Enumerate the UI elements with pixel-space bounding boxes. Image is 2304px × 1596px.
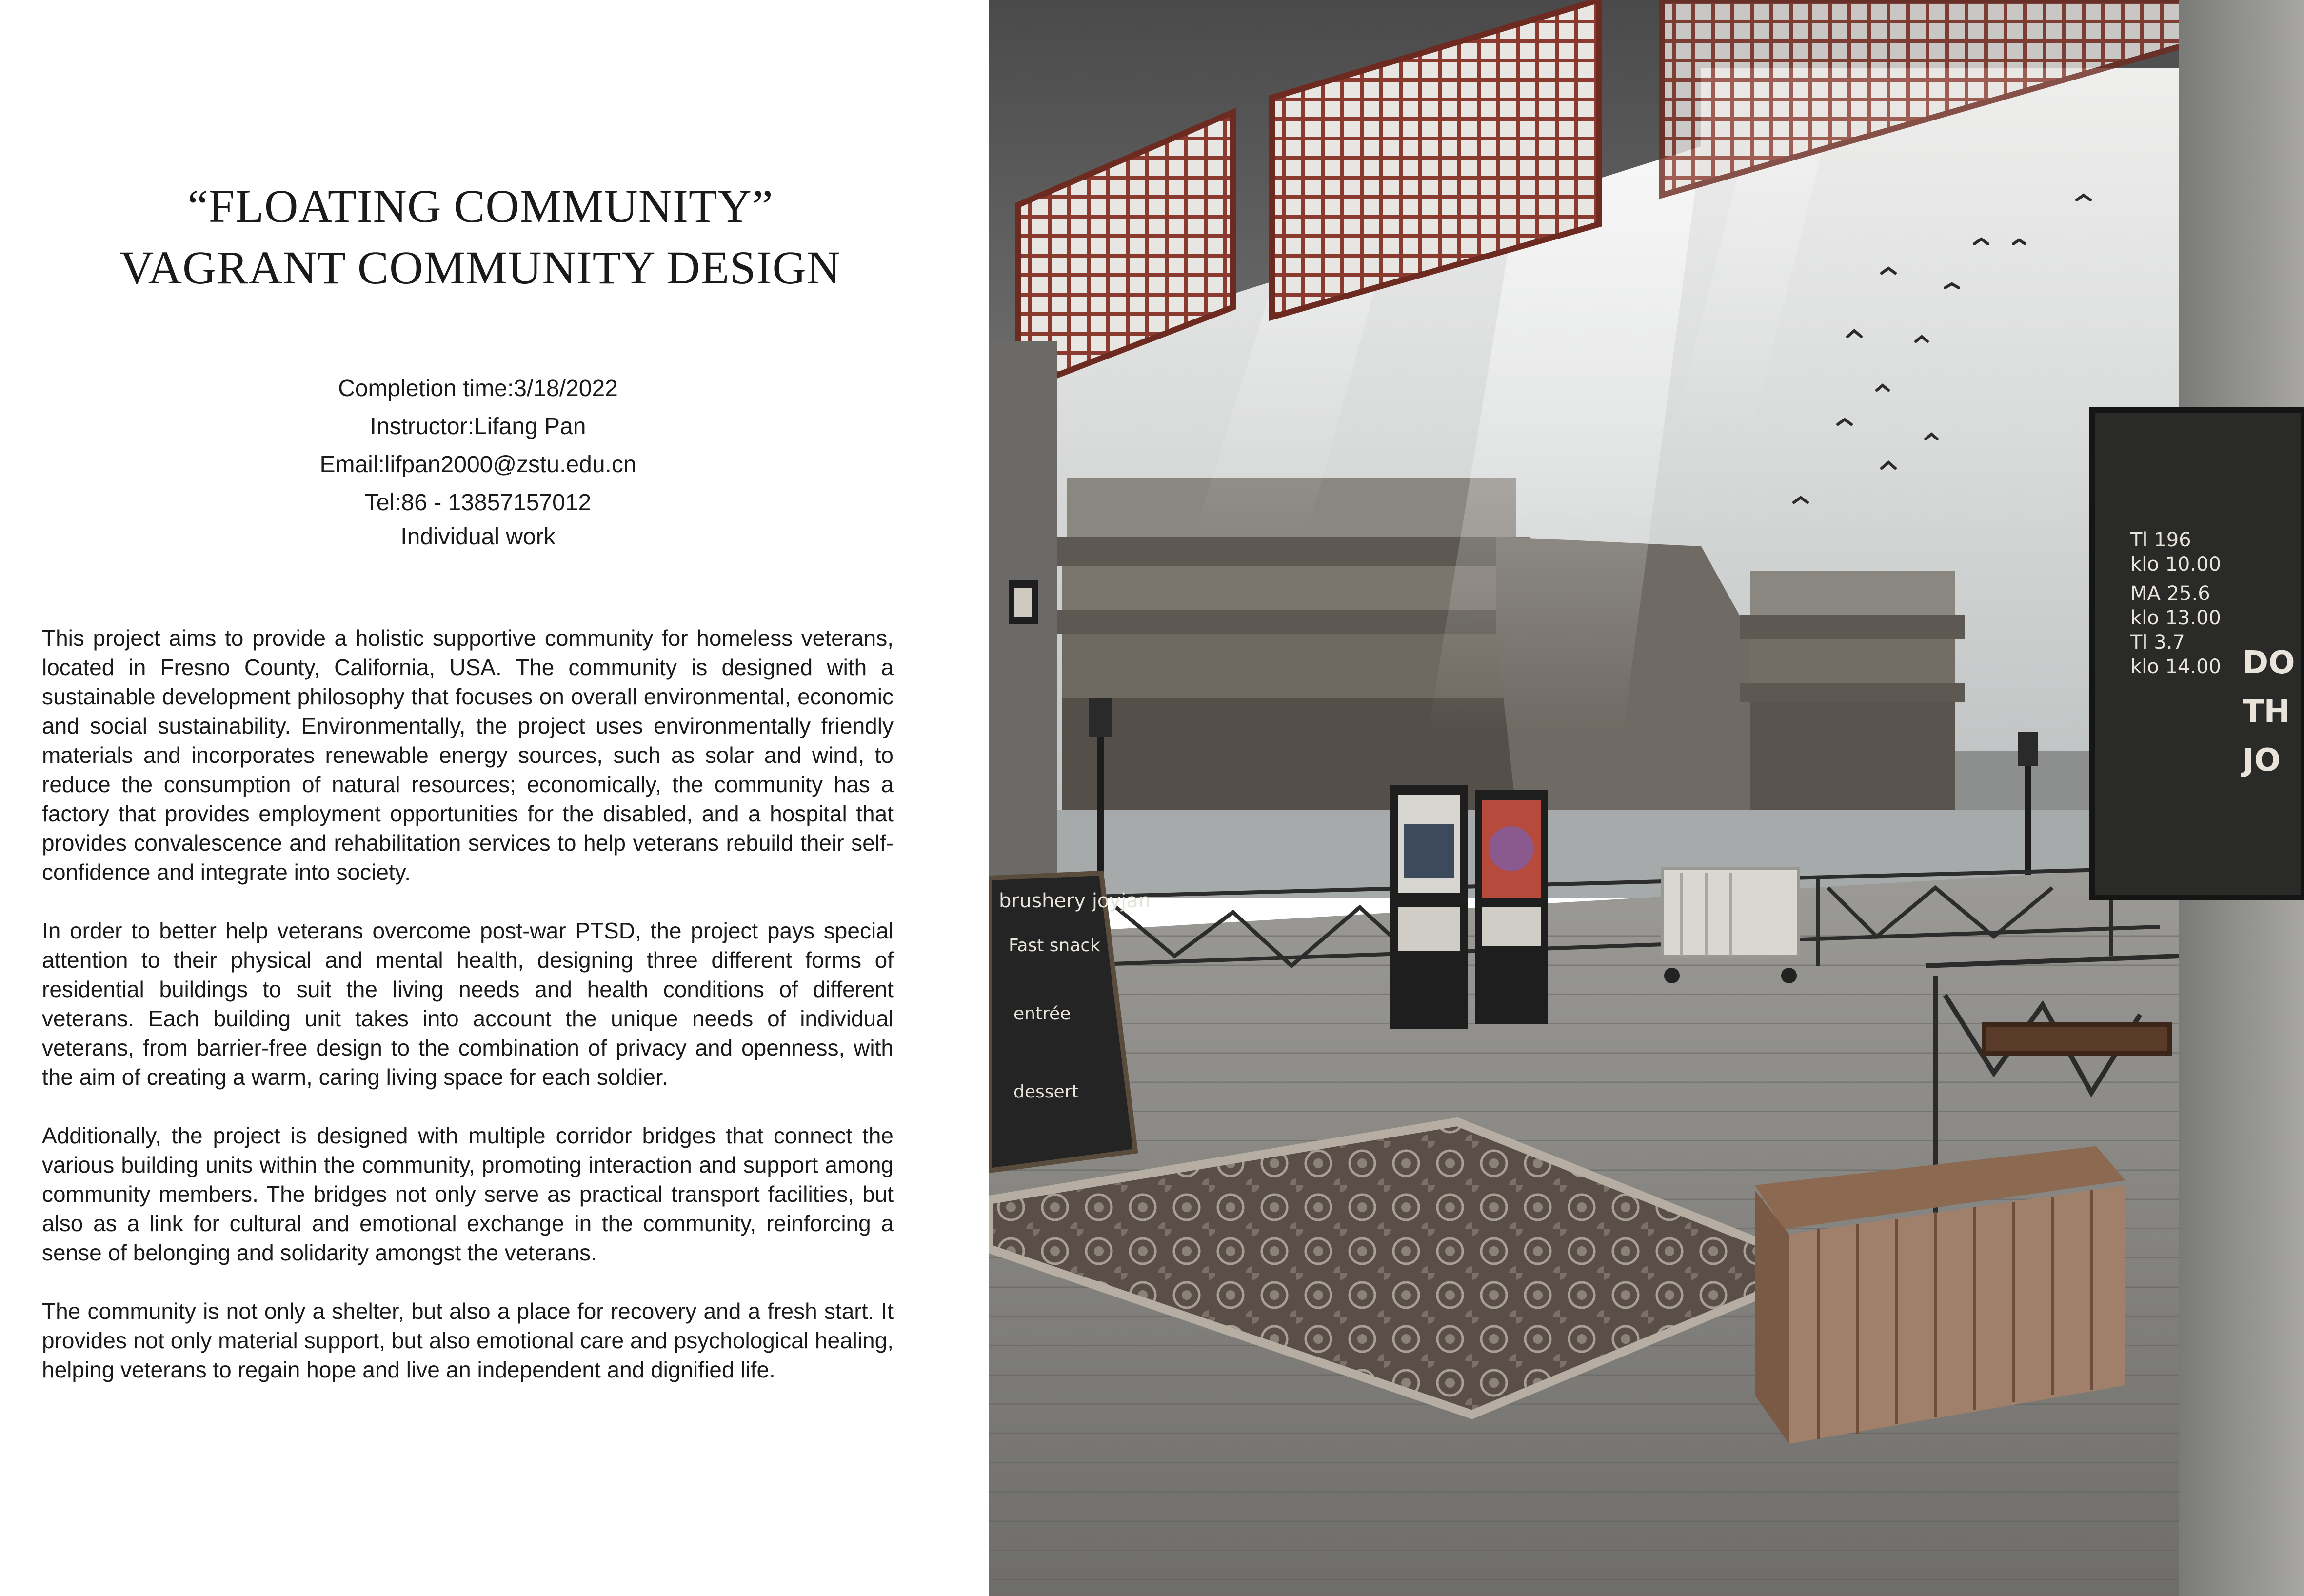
chalk-line-2: klo 10.00: [2130, 553, 2221, 576]
title-line-1: “FLOATING COMMUNITY”: [187, 180, 774, 232]
left-column: [989, 341, 1057, 927]
chalk-big-1: DO: [2243, 645, 2295, 681]
chalk-big-2: TH: [2243, 694, 2290, 730]
project-description: [42, 623, 894, 1414]
rendering-canvas: [989, 0, 2304, 1596]
menu-line-1: brushery joyjan: [999, 890, 1151, 912]
wall-lantern: [1009, 580, 1038, 624]
chalk-line-5: Tl 3.7: [2130, 631, 2185, 654]
chalk-line-1: Tl 196: [2130, 529, 2191, 551]
architectural-rendering: [989, 0, 2304, 1596]
paragraph-4: The community is not only a shelter, but also a place for recovery and a fresh start. It provides not only material support, but also emotional care and psychological healing, helping veterans to regain hope and live an independent and dignified life.: [42, 1298, 894, 1382]
project-meta: [0, 372, 956, 558]
title-line-2: VAGRANT COMMUNITY DESIGN: [119, 241, 841, 294]
menu-line-3: entrée: [1013, 1004, 1071, 1024]
email: Email:lifpan2000@zstu.edu.cn: [319, 452, 636, 478]
chalk-line-3: MA 25.6: [2130, 582, 2210, 605]
chalk-line-4: klo 13.00: [2130, 607, 2221, 629]
chalk-line-6: klo 14.00: [2130, 656, 2221, 678]
completion-time: Completion time:3/18/2022: [338, 376, 618, 401]
paragraph-2: In order to better help veterans overcome post-war PTSD, the project pays special attention to their physical and mental health, designing three different forms of residential buildings to suit the living needs and health conditions of different veterans. Each building unit takes into account the unique needs of individual veterans, from barrier-free design to the combination of privacy and openness, with the aim of creating a warm, caring living space for each soldier.: [42, 918, 894, 1090]
project-title: [0, 176, 961, 299]
menu-line-4: dessert: [1013, 1082, 1079, 1102]
work-type: Individual work: [400, 524, 556, 550]
text-column: [0, 0, 989, 1596]
menu-line-2: Fast snack: [1009, 936, 1101, 956]
paragraph-1: This project aims to provide a holistic supportive community for homeless veterans, located in Fresno County, California, USA. The community is designed with a sustainable development philosophy that focuses on overall environmental, economic and social sustainability. Environmentally, the project uses environmentally friendly materials and incorporates renewable energy sources, such as solar and wind, to reduce the consumption of natural resources; economically, the community has a factory that provides employment opportunities for the disabled, and a hospital that provides convalescence and rehabilitation services to help veterans rebuild their self-confidence and integrate into society.: [42, 625, 894, 885]
instructor: Instructor:Lifang Pan: [370, 414, 586, 439]
paragraph-3: Additionally, the project is designed with multiple corridor bridges that connect the various building units within the community, promoting interaction and support among community members. The bridges not only serve as practical transport facilities, but also as a link for cultural and emotional exchange in the community, reinforcing a sense of belonging and solidarity amongst the veterans.: [42, 1123, 894, 1265]
chalkboard-sign: [2092, 410, 2304, 898]
chalk-big-3: JO: [2243, 742, 2281, 778]
telephone: Tel:86 - 13857157012: [364, 490, 592, 516]
